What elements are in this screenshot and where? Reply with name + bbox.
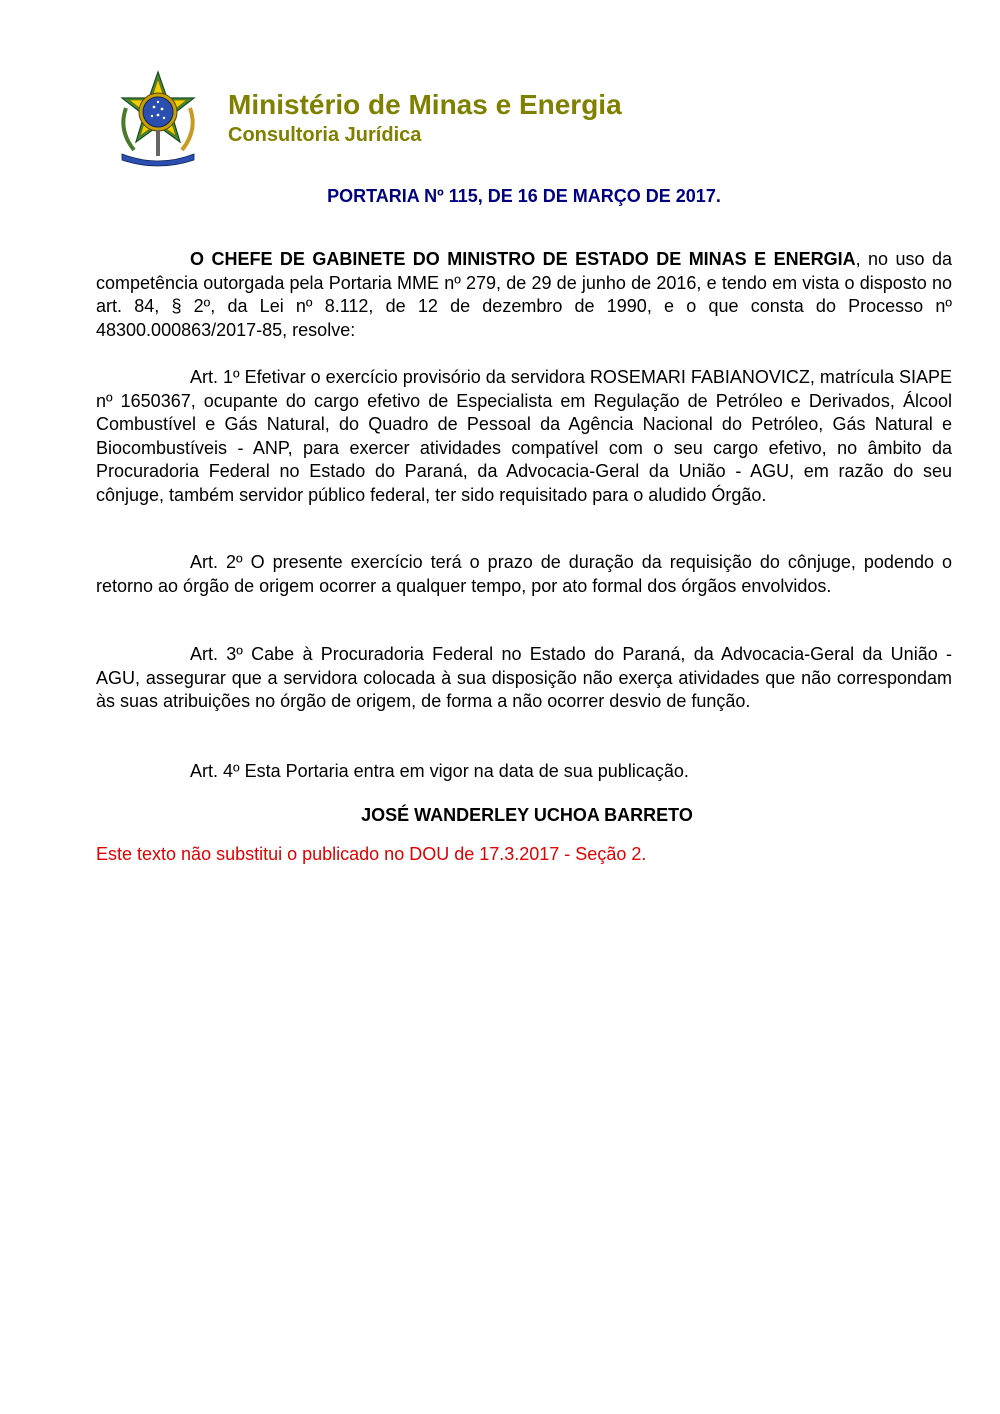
intro-lead: O CHEFE DE GABINETE DO MINISTRO DE ESTADO DE MINAS E ENERGIA (190, 249, 856, 269)
article-1 (96, 366, 952, 507)
article-4-text: Art. 4º Esta Portaria entra em vigor na data de sua publicação. (190, 761, 689, 781)
article-2-text: Art. 2º O presente exercício terá o prazo de duração da requisição do cônjuge, podendo o retorno ao órgão de origem ocorrer a qualquer tempo, por ato formal dos órgãos envolvidos. (96, 552, 952, 596)
intro-paragraph (96, 248, 952, 342)
department-name: Consultoria Jurídica (228, 124, 422, 146)
article-4 (96, 760, 952, 784)
page-header (112, 68, 812, 168)
intro-rest: , no uso da competência outorgada pela Portaria MME nº 279, de 29 de junho de 2016, e tendo em vista o disposto no art. 84, § 2º, da Lei nº 8.112, de 12 de dezembro de 1990, e o que consta do Processo nº 48300.000863/2017-85, resolve: (96, 249, 952, 340)
ministry-name: Ministério de Minas e Energia (228, 89, 622, 120)
document-title: PORTARIA Nº 115, DE 16 DE MARÇO DE 2017. (327, 186, 721, 206)
article-2 (96, 551, 952, 598)
header-text-block (228, 88, 622, 148)
article-1-text: Art. 1º Efetivar o exercício provisório da servidora ROSEMARI FABIANOVICZ, matrícula SIAPE nº 1650367, ocupante do cargo efetivo de Especialista em Regulação de Petróleo e Derivados, Álcool Combustível e Gás Natural, do Quadro de Pessoal da Agência Nacional do Petróleo, Gás Natural e Biocombustíveis - ANP, para exercer atividades compatível com o seu cargo efetivo, no âmbito da Procuradoria Federal no Estado do Paraná, da Advocacia-Geral da União - AGU, em razão do seu cônjuge, também servidor público federal, ter sido requisitado para o aludido Órgão. (96, 367, 952, 505)
article-3-text: Art. 3º Cabe à Procuradoria Federal no Estado do Paraná, da Advocacia-Geral da União - AGU, assegurar que a servidora colocada à sua disposição não exerça atividades que não correspondam às suas atribuições no órgão de origem, de forma a não ocorrer desvio de função. (96, 644, 952, 711)
signatory-name: JOSÉ WANDERLEY UCHOA BARRETO (361, 805, 693, 825)
brazil-coat-of-arms-icon (112, 68, 204, 168)
article-3 (96, 643, 952, 714)
publication-disclaimer: Este texto não substitui o publicado no DOU de 17.3.2017 - Seção 2. (96, 844, 647, 864)
